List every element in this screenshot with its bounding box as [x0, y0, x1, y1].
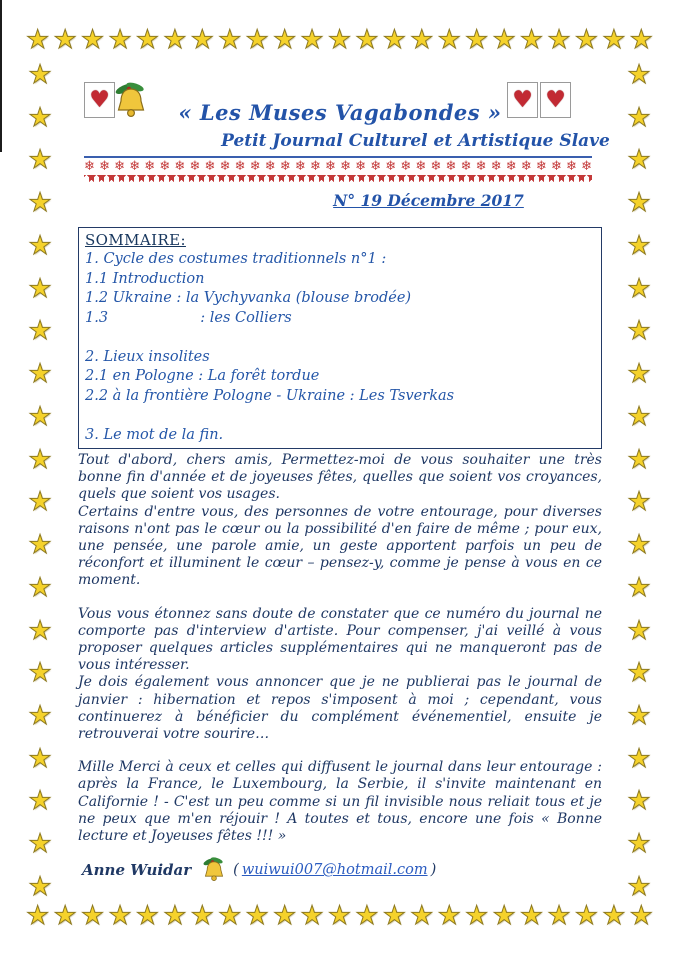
star-icon: ★ — [26, 901, 50, 931]
star-icon: ★ — [519, 901, 544, 931]
star-icon: ★ — [28, 829, 52, 860]
star-icon: ★ — [627, 188, 651, 219]
snowflake-icon: ❄ — [415, 159, 427, 174]
cross-stitch-heart-frame — [84, 82, 115, 118]
page-title: « Les Muses Vagabondes » — [178, 100, 502, 125]
paragraph-gap — [78, 590, 602, 606]
star-icon: ★ — [108, 25, 132, 55]
issue-number — [0, 191, 679, 210]
star-icon: ★ — [28, 102, 52, 133]
heart-icon: ♥ — [512, 86, 533, 113]
snowflake-icon: ❄ — [159, 159, 171, 174]
snowflake-icon: ❄ — [279, 159, 291, 174]
star-border-bottom — [26, 903, 653, 929]
star-icon: ★ — [80, 901, 105, 931]
star-icon: ★ — [163, 25, 187, 55]
blue-rule — [84, 156, 592, 158]
snowflake-icon: ❄ — [234, 159, 246, 174]
snowflake-icon: ❄ — [490, 159, 502, 174]
star-icon: ★ — [28, 60, 52, 90]
star-icon: ★ — [382, 25, 406, 55]
star-icon: ★ — [28, 743, 52, 774]
star-icon: ★ — [574, 901, 599, 931]
sommaire-item: 3. Le mot de la fin. — [85, 426, 224, 443]
snowflake-icon: ❄ — [114, 159, 126, 174]
star-icon: ★ — [28, 273, 52, 304]
star-icon: ★ — [627, 401, 651, 432]
sommaire-item: 1. Cycle des costumes traditionnels n°1 : — [85, 251, 387, 267]
star-icon: ★ — [327, 25, 352, 55]
paragraph: Je dois également vous annoncer que je ne publierai pas le journal de janvier : hibernation et repos s'imposent à moi ; cependant, vous continuerez à bénéficier du complément événementiel, ensuite je retrouverai votre sourire… — [78, 674, 602, 743]
page-subtitle: Petit Journal Culturel et Artistique Slave — [221, 131, 610, 151]
content-column — [78, 227, 602, 885]
star-icon: ★ — [28, 701, 52, 732]
star-icon: ★ — [547, 901, 571, 931]
star-icon: ★ — [80, 25, 105, 55]
star-icon: ★ — [218, 901, 242, 931]
star-icon: ★ — [108, 901, 132, 931]
star-icon: ★ — [355, 25, 379, 55]
heart-icon: ♥ — [89, 86, 110, 113]
star-icon: ★ — [465, 25, 489, 55]
star-icon: ★ — [53, 901, 77, 931]
bell-icon — [201, 855, 227, 885]
star-icon: ★ — [28, 401, 52, 432]
star-icon: ★ — [627, 444, 651, 475]
snowflake-icon: ❄ — [249, 159, 261, 174]
snowflake-icon: ❄ — [566, 159, 577, 174]
star-icon: ★ — [28, 487, 52, 518]
star-icon: ★ — [627, 273, 651, 304]
star-icon: ★ — [272, 901, 297, 931]
star-icon: ★ — [28, 572, 52, 603]
star-icon: ★ — [627, 230, 651, 261]
paragraph: Tout d'abord, chers amis, Permettez-moi de vous souhaiter une très bonne fin d'année et de joyeuses fêtes, quelles que soient vos croyances, quels que soient vos usages. — [78, 452, 602, 503]
snowflake-icon: ❄ — [460, 159, 472, 174]
star-icon: ★ — [135, 25, 160, 55]
snowflake-icon: ❄ — [370, 159, 382, 174]
sommaire-heading: SOMMAIRE: — [85, 231, 186, 249]
signature-name: Anne Wuidar — [82, 861, 192, 880]
snowflake-icon: ❄ — [581, 159, 592, 174]
star-icon: ★ — [437, 25, 461, 55]
star-icon: ★ — [300, 901, 324, 931]
paragraph: Mille Merci à ceux et celles qui diffusent le journal dans leur entourage : après la France, le Luxembourg, la Serbie, il s'invite maintenant en Californie ! - C'est un peu comme si un fil invisible nous reliait tous et je ne peux que m'en réjouir ! A toutes et tous, encore une fois « Bonne lecture et Joyeuses fêtes !!! » — [78, 759, 602, 845]
snowflake-row — [84, 160, 592, 173]
star-icon: ★ — [300, 25, 324, 55]
star-icon: ★ — [327, 901, 352, 931]
star-icon: ★ — [627, 615, 651, 646]
star-icon: ★ — [629, 25, 653, 55]
sommaire-item: 2.2 à la frontière Pologne - Ukraine : Les Tsverkas — [85, 387, 455, 404]
sommaire-box — [78, 227, 602, 449]
snowflake-icon: ❄ — [355, 159, 367, 174]
star-icon: ★ — [519, 25, 544, 55]
snowflake-icon: ❄ — [445, 159, 457, 174]
star-icon: ★ — [218, 25, 242, 55]
sommaire-item: 1.3 : les Colliers — [85, 309, 292, 326]
snowflake-icon: ❄ — [400, 159, 412, 174]
snowflake-icon: ❄ — [385, 159, 397, 174]
scan-edge-artifact — [0, 0, 2, 152]
snowflake-icon: ❄ — [340, 159, 351, 174]
star-icon: ★ — [28, 188, 52, 219]
star-icon: ★ — [410, 25, 434, 55]
zigzag-row — [84, 175, 592, 186]
star-icon: ★ — [627, 60, 651, 90]
star-icon: ★ — [135, 901, 160, 931]
star-icon: ★ — [627, 572, 651, 603]
star-icon: ★ — [245, 25, 269, 55]
snowflake-icon: ❄ — [144, 159, 156, 174]
snowflake-icon: ❄ — [325, 159, 336, 174]
snowflake-icon: ❄ — [174, 159, 186, 174]
sommaire-item: 1.1 Introduction — [85, 270, 205, 287]
paragraph: Certains d'entre vous, des personnes de votre entourage, pour diverses raisons n'ont pas le cœur ou la possibilité d'en faire de même ; pour eux, une pensée, une parole amie, un geste apportent parfois un peu de réconfort et illuminent le cœur – pensez-y, comme je pense à vous en ce moment. — [78, 503, 602, 589]
star-border-left — [26, 62, 54, 900]
sommaire-item: 2.1 en Pologne : La forêt tordue — [85, 368, 320, 384]
star-icon: ★ — [627, 701, 651, 732]
snowflake-icon: ❄ — [129, 159, 141, 174]
star-icon: ★ — [627, 102, 651, 133]
star-border-top — [26, 27, 653, 53]
star-icon: ★ — [28, 444, 52, 475]
star-icon: ★ — [28, 230, 52, 261]
star-icon: ★ — [355, 901, 379, 931]
star-icon: ★ — [629, 901, 653, 931]
star-icon: ★ — [26, 25, 50, 55]
star-icon: ★ — [627, 487, 651, 518]
star-icon: ★ — [28, 359, 52, 390]
snowflake-icon: ❄ — [309, 159, 321, 174]
star-icon: ★ — [465, 901, 489, 931]
sommaire-item-blank — [85, 328, 593, 348]
star-icon: ★ — [28, 615, 52, 646]
signature-row — [82, 855, 602, 885]
star-icon: ★ — [28, 316, 52, 347]
star-icon: ★ — [28, 530, 52, 561]
star-icon: ★ — [627, 871, 651, 902]
star-icon: ★ — [28, 145, 52, 176]
star-icon: ★ — [437, 901, 461, 931]
star-icon: ★ — [410, 901, 434, 931]
heart-icon: ♥ — [545, 86, 566, 113]
star-icon: ★ — [190, 25, 214, 55]
paragraph-gap — [78, 743, 602, 759]
snowflake-icon: ❄ — [550, 159, 562, 174]
snowflake-icon: ❄ — [189, 159, 201, 174]
snowflake-icon: ❄ — [294, 159, 306, 174]
paragraph: Vous vous étonnez sans doute de constater que ce numéro du journal ne comporte pas d'interview d'artiste. Pour compenser, j'ai veillé à vous proposer quelques articles supplémentaires qui ne manqueront pas de vous intéresser. — [78, 605, 602, 674]
editorial-text — [78, 452, 602, 845]
snowflake-icon: ❄ — [264, 159, 276, 174]
snowflake-icon: ❄ — [505, 159, 517, 174]
star-icon: ★ — [574, 25, 599, 55]
star-icon: ★ — [602, 25, 626, 55]
snowflake-icon: ❄ — [204, 159, 216, 174]
signature-paren-open: ( — [233, 862, 239, 879]
signature-paren-close: ) — [430, 862, 437, 879]
star-icon: ★ — [28, 871, 52, 902]
star-icon: ★ — [627, 359, 651, 390]
star-icon: ★ — [602, 901, 626, 931]
star-icon: ★ — [627, 786, 651, 817]
sommaire-item-blank — [85, 406, 593, 426]
star-icon: ★ — [492, 25, 516, 55]
star-icon: ★ — [272, 25, 297, 55]
star-icon: ★ — [190, 901, 214, 931]
snowflake-icon: ❄ — [475, 159, 487, 174]
star-icon: ★ — [627, 658, 651, 689]
star-icon: ★ — [627, 829, 651, 860]
star-icon: ★ — [547, 25, 571, 55]
star-icon: ★ — [163, 901, 187, 931]
star-icon: ★ — [28, 658, 52, 689]
issue-number-text: N° 19 Décembre 2017 — [333, 191, 524, 210]
star-icon: ★ — [492, 901, 516, 931]
snowflake-icon: ❄ — [84, 159, 95, 174]
star-icon: ★ — [627, 530, 651, 561]
email-link[interactable]: wuiwui007@hotmail.com — [241, 862, 428, 879]
star-border-right — [625, 62, 653, 900]
ornament-band — [84, 160, 592, 186]
snowflake-icon: ❄ — [99, 159, 110, 174]
star-icon: ★ — [245, 901, 269, 931]
sommaire-item: 2. Lieux insolites — [85, 348, 210, 365]
star-icon: ★ — [382, 901, 406, 931]
snowflake-icon: ❄ — [535, 159, 547, 174]
star-icon: ★ — [627, 145, 651, 176]
snowflake-icon: ❄ — [219, 159, 231, 174]
star-icon: ★ — [28, 786, 52, 817]
star-icon: ★ — [53, 25, 77, 55]
star-icon: ★ — [627, 316, 651, 347]
star-icon: ★ — [627, 743, 651, 774]
snowflake-icon: ❄ — [430, 159, 442, 174]
snowflake-icon: ❄ — [520, 159, 532, 174]
sommaire-item: 1.2 Ukraine : la Vychyvanka (blouse brodée) — [85, 290, 412, 306]
